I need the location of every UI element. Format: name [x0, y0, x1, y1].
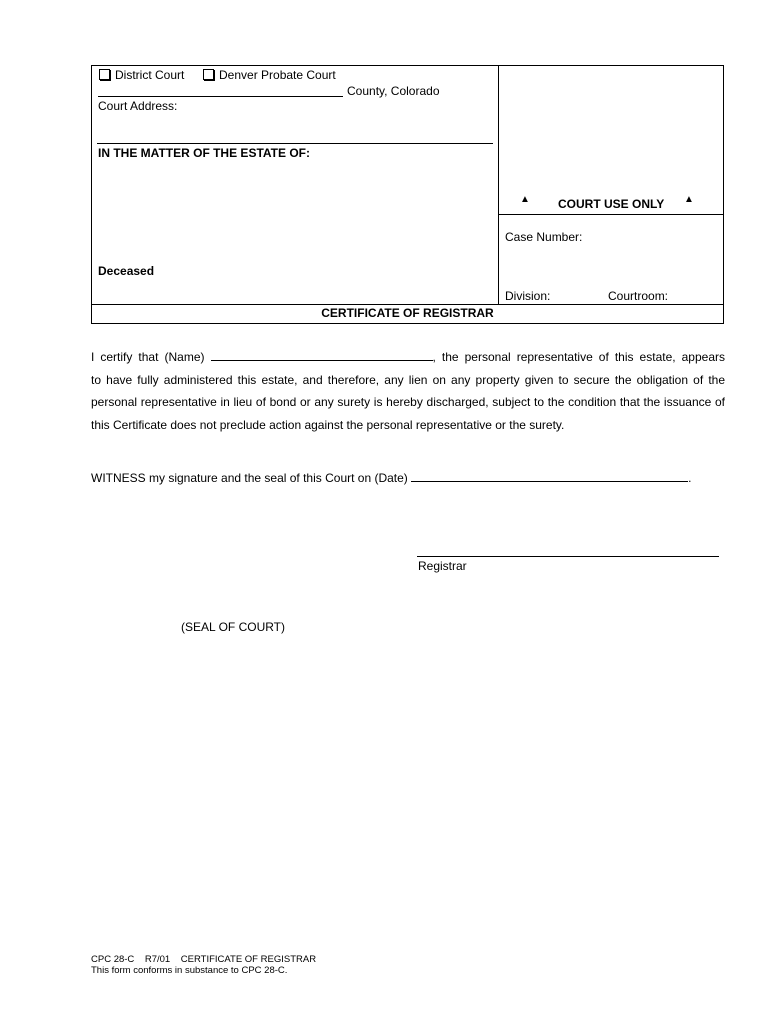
deceased-label: Deceased: [98, 264, 155, 278]
court-use-divider: [498, 214, 724, 215]
certify-text: to have fully administered this estate, and therefore, any lien on any property given to secure the obligation of the personal representative in lieu of bond or any surety is hereby discharged, subject to the condition that the issuance of this Certificate does not preclude action against the personal representative or the surety.: [91, 372, 725, 432]
court-use-only-label: COURT USE ONLY: [558, 197, 665, 211]
registrar-signature-line[interactable]: [417, 556, 719, 557]
form-id: CPC 28-C R7/01 CERTIFICATE OF REGISTRAR: [91, 954, 317, 965]
courtroom-label: Courtroom:: [608, 289, 669, 303]
name-blank[interactable]: [211, 349, 433, 361]
county-label: County, Colorado: [347, 84, 440, 98]
certify-paragraph: I certify that (Name) , the personal representative of this estate, appears to have fully administered this estate, and therefore, any lien on any property given to secure the obligation of the personal representative in lieu of bond or any surety is hereby discharged, subject to the condition that the issuance of this Certificate does not preclude action against the personal representative or the surety.: [91, 346, 725, 436]
division-label: Division:: [505, 289, 551, 303]
case-number-label: Case Number:: [505, 230, 583, 244]
caption-box: [91, 65, 724, 324]
date-blank[interactable]: [411, 470, 688, 482]
district-court-option[interactable]: District Court: [99, 68, 184, 82]
district-court-checkbox[interactable]: [99, 69, 110, 80]
footer: [91, 954, 316, 976]
up-arrow-icon: ▲: [520, 194, 530, 205]
county-blank-line[interactable]: [98, 96, 343, 97]
caption-divider-vertical: [498, 65, 499, 304]
matter-label: IN THE MATTER OF THE ESTATE OF:: [98, 146, 310, 160]
conformance-note: This form conforms in substance to CPC 28-C.: [91, 965, 288, 976]
registrar-label: Registrar: [418, 559, 467, 573]
title-row-divider: [91, 304, 724, 305]
witness-line: WITNESS my signature and the seal of this Court on (Date) .: [91, 471, 692, 485]
denver-probate-checkbox[interactable]: [203, 69, 214, 80]
form-title: CERTIFICATE OF REGISTRAR: [321, 306, 494, 320]
court-address-line[interactable]: [97, 143, 493, 144]
court-address-label: Court Address:: [98, 99, 178, 113]
up-arrow-icon: ▲: [684, 194, 694, 205]
denver-probate-option[interactable]: Denver Probate Court: [203, 68, 336, 82]
seal-label: (SEAL OF COURT): [181, 620, 286, 634]
